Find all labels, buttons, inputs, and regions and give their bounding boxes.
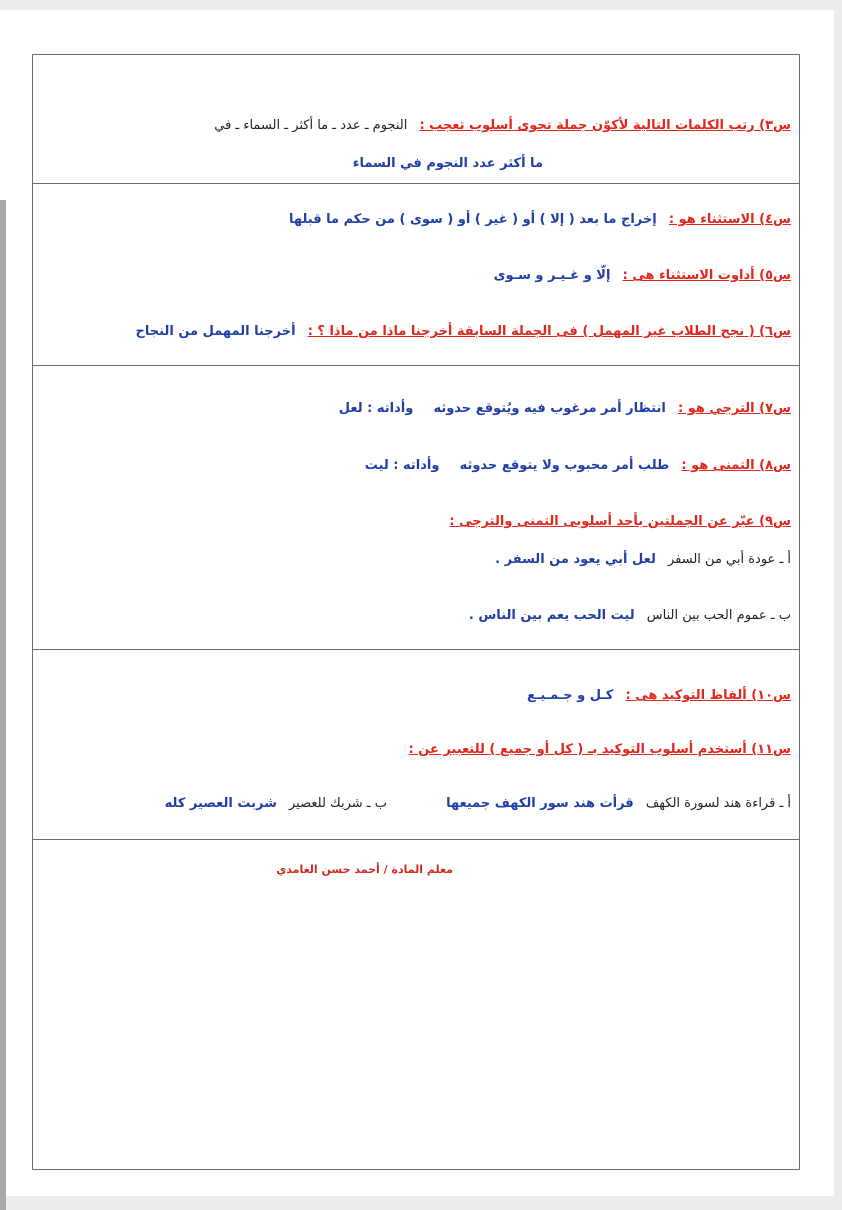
q11-item-b xyxy=(165,795,387,813)
q3-answer: ما أكثر عدد النجوم في السماء xyxy=(352,156,543,171)
section-divider-4 xyxy=(33,839,799,840)
q11-line xyxy=(409,741,791,759)
q10-label: س١٠) ألفاظ التوكيد هى : xyxy=(625,688,791,703)
signature-text: معلم المادة / أحمد حسن الغامدي xyxy=(276,863,453,876)
q4-label: س٤) الاستثناء هو : xyxy=(668,212,791,227)
left-edge-bar xyxy=(0,200,6,1210)
q7-label: س٧) الترجي هو : xyxy=(677,401,791,416)
worksheet-page xyxy=(0,10,834,1196)
q3-label: س٣) رتب الكلمات التالية لأكوّن جملة تحوى أسلوب تعجب : xyxy=(419,118,791,133)
q6-line xyxy=(136,323,791,341)
q9-item-a-prompt: أ ـ عودة أبي من السفر xyxy=(668,552,791,567)
q10-line xyxy=(527,687,791,705)
q3-words: النجوم ـ عدد ـ ما أكثر ـ السماء ـ في xyxy=(214,118,408,133)
q9-label: س٩) عبّر عن الجملتين بأحد أسلوبى التمنى والترجى : xyxy=(449,514,791,529)
q9-item-b xyxy=(469,607,791,625)
q9-item-a xyxy=(495,551,791,569)
q7-definition: انتظار أمر مرغوب فيه ويُتوقع حدوثه xyxy=(433,401,666,416)
q4-line xyxy=(289,211,791,229)
q11-item-a-answer: قرأت هند سور الكهف جميعها xyxy=(446,796,634,811)
q8-tool: وأداته : ليت xyxy=(364,458,440,473)
q11-item-a-prompt: أ ـ قراءة هند لسورة الكهف xyxy=(645,796,791,811)
q5-answer: إلّا و غـيـر و سـوى xyxy=(493,268,611,283)
q11-item-a xyxy=(446,795,791,813)
q9-item-b-prompt: ب ـ عموم الحب بين الناس xyxy=(646,608,791,623)
teacher-signature xyxy=(276,861,453,879)
q7-line xyxy=(339,400,791,418)
q8-label: س٨) التمنى هو : xyxy=(681,458,791,473)
q3-line xyxy=(214,117,791,135)
q6-answer: أخرجنا المهمل من النجاح xyxy=(135,324,296,339)
worksheet-frame xyxy=(32,54,800,1170)
q3-answer-line xyxy=(353,155,543,173)
q6-label: س٦) ( نجح الطلاب غير المهمل ) فى الجملة السابقة أخرجنا ماذا من ماذا ؟ : xyxy=(307,324,791,339)
q10-answer: كـل و جـمـيـع xyxy=(527,688,614,703)
section-divider-3 xyxy=(33,649,799,650)
q11-label: س١١) أستخدم أسلوب التوكيد بـ ( كل أو جميع ) للتعبير عن : xyxy=(408,742,791,757)
q9-line xyxy=(449,513,791,531)
section-divider-2 xyxy=(33,365,799,366)
q9-item-a-answer: لعل أبي يعود من السفر . xyxy=(495,552,656,567)
section-divider-1 xyxy=(33,183,799,184)
q11-item-b-answer: شربت العصير كله xyxy=(164,796,277,811)
q8-definition: طلب أمر محبوب ولا يتوقع حدوثه xyxy=(459,458,670,473)
q8-line xyxy=(365,457,791,475)
q7-tool: وأداته : لعل xyxy=(338,401,414,416)
q5-line xyxy=(494,267,791,285)
q4-answer: إخراج ما بعد ( إلا ) أو ( غير ) أو ( سوى ) من حكم ما قبلها xyxy=(289,212,657,227)
q5-label: س٥) أداوت الاستثناء هى : xyxy=(622,268,791,283)
q9-item-b-answer: ليت الحب يعم بين الناس . xyxy=(468,608,635,623)
q11-item-b-prompt: ب ـ شربك للعصير xyxy=(289,796,387,811)
